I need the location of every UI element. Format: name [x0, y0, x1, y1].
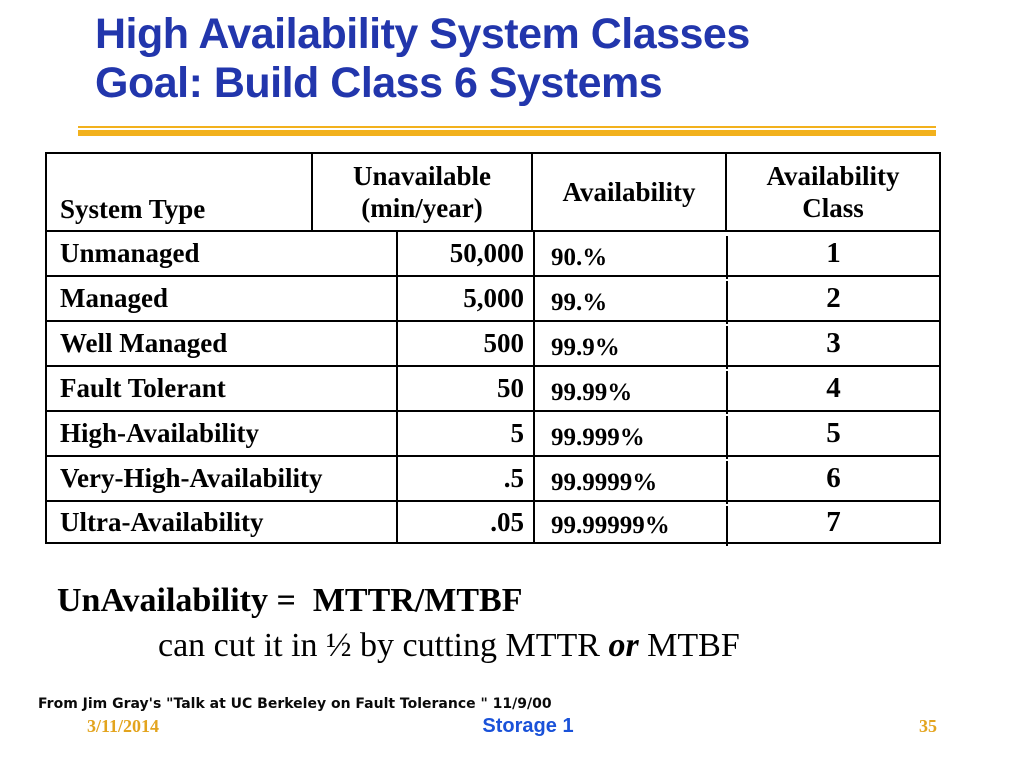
availability-table [45, 152, 941, 544]
cell-system-type: Well Managed [47, 322, 398, 365]
divider-thick-line [78, 130, 936, 136]
cell-availability: 99.999% [535, 416, 728, 459]
cell-availability: 99.99% [535, 371, 728, 414]
source-attribution: From Jim Gray's "Talk at UC Berkeley on Fault Tolerance " 11/9/00 [38, 696, 552, 712]
cell-class: 7 [826, 505, 841, 538]
cell-system-type: Very-High-Availability [47, 457, 398, 500]
footer-section-title: Storage 1 [482, 715, 574, 737]
table-row [47, 412, 939, 457]
cell-unavailable: 5,000 [398, 277, 535, 320]
cell-system-type: High-Availability [47, 412, 398, 455]
header-class-line2: Class [802, 193, 864, 223]
title-line-1: High Availability System Classes [95, 10, 750, 58]
header-unavailable-line1: Unavailable [352, 161, 492, 191]
cell-system-type: Fault Tolerant [47, 367, 398, 410]
cell-class: 4 [826, 372, 841, 404]
header-availability-class [727, 154, 939, 230]
header-system-type-label: System Type [60, 194, 206, 224]
cell-class: 6 [826, 462, 841, 494]
table-row [47, 367, 939, 412]
formula-line-2-suffix: MTBF [638, 627, 740, 664]
cell-system-type: Managed [47, 277, 398, 320]
table-row [47, 502, 939, 542]
footer-date: 3/11/2014 [87, 716, 160, 736]
cell-system-type: Ultra-Availability [47, 502, 398, 542]
cell-availability: 90.% [535, 236, 728, 279]
page-title [95, 10, 750, 108]
table-row [47, 322, 939, 367]
formula-line-2 [158, 629, 740, 663]
cell-class: 5 [826, 417, 841, 449]
cell-availability: 99.9% [535, 326, 728, 369]
cell-unavailable: 5 [398, 412, 535, 455]
cell-availability: 99.9999% [535, 461, 728, 504]
table-row [47, 277, 939, 322]
formula-or-word: or [608, 627, 639, 664]
cell-unavailable: .5 [398, 457, 535, 500]
cell-unavailable: 50 [398, 367, 535, 410]
header-system-type [47, 154, 313, 230]
table-row [47, 457, 939, 502]
title-line-2: Goal: Build Class 6 Systems [95, 59, 663, 107]
table-row [47, 232, 939, 277]
cell-availability: 99.99999% [535, 506, 728, 546]
table-header-row [47, 154, 939, 232]
cell-unavailable: 500 [398, 322, 535, 365]
header-unavailable [313, 154, 533, 230]
cell-system-type: Unmanaged [47, 232, 398, 275]
formula-line-2-prefix: can cut it in ½ by cutting MTTR [158, 627, 609, 664]
cell-class: 3 [826, 327, 841, 359]
title-divider [78, 126, 936, 136]
cell-class: 1 [826, 237, 841, 269]
header-class-line1: Availability [766, 161, 900, 191]
cell-unavailable: 50,000 [398, 232, 535, 275]
header-availability [533, 154, 727, 230]
cell-availability: 99.% [535, 281, 728, 324]
cell-unavailable: .05 [398, 502, 535, 542]
header-unavailable-line2: (min/year) [361, 193, 483, 223]
cell-class: 2 [826, 282, 841, 314]
divider-thin-line [78, 126, 936, 128]
header-availability-label: Availability [562, 176, 696, 207]
slide-number: 35 [919, 716, 937, 736]
formula-line-1: UnAvailability = MTTR/MTBF [57, 582, 523, 619]
